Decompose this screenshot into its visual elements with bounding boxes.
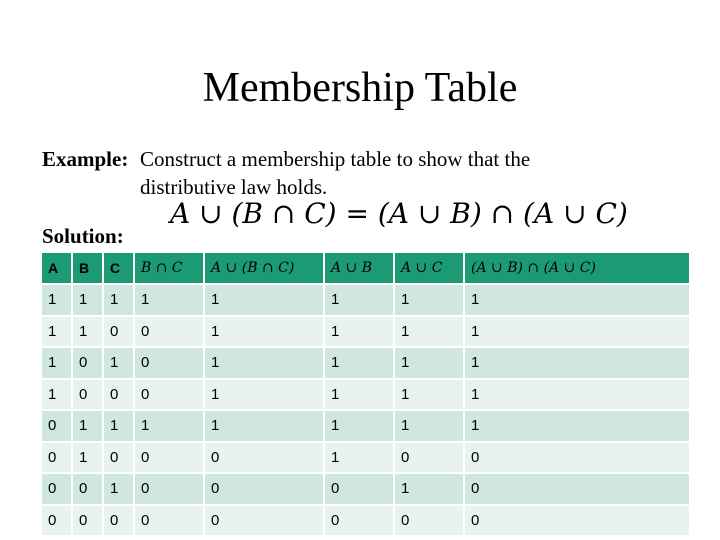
- membership-table: [40, 251, 691, 537]
- table-cell: 1: [394, 347, 464, 379]
- table-cell: 1: [464, 316, 690, 348]
- col-header-a: A: [41, 252, 72, 284]
- table-cell: 1: [41, 284, 72, 316]
- table-cell: 0: [464, 473, 690, 505]
- table-cell: 1: [394, 284, 464, 316]
- table-header-row: [41, 252, 690, 284]
- table-cell: 1: [324, 442, 394, 474]
- table-row: [41, 473, 690, 505]
- table-cell: 1: [103, 347, 134, 379]
- table-row: [41, 410, 690, 442]
- table-cell: 1: [72, 442, 103, 474]
- formula-lhs: A ∪ (B ∩ C): [170, 197, 337, 230]
- table-cell: 0: [204, 442, 324, 474]
- table-cell: 1: [72, 316, 103, 348]
- table-cell: 1: [464, 284, 690, 316]
- table-cell: 1: [41, 316, 72, 348]
- table-cell: 0: [464, 442, 690, 474]
- table-cell: 0: [72, 505, 103, 537]
- col-header-b: B: [72, 252, 103, 284]
- table-cell: 0: [103, 505, 134, 537]
- table-cell: 0: [464, 505, 690, 537]
- col-header-b-intersect-c: B ∩ C: [134, 252, 204, 284]
- table-cell: 0: [103, 442, 134, 474]
- table-row: [41, 379, 690, 411]
- solution-label: Solution:: [42, 224, 124, 248]
- table-cell: 0: [41, 505, 72, 537]
- table-cell: 0: [41, 473, 72, 505]
- table-cell: 0: [394, 505, 464, 537]
- col-header-a-union-c: A ∪ C: [394, 252, 464, 284]
- table-cell: 0: [72, 473, 103, 505]
- table-cell: 0: [134, 442, 204, 474]
- table-cell: 1: [464, 347, 690, 379]
- table-cell: 1: [72, 410, 103, 442]
- table-cell: 1: [324, 284, 394, 316]
- table-cell: 1: [103, 473, 134, 505]
- table-cell: 0: [204, 505, 324, 537]
- example-text: Construct a membership table to show that the distributive law holds.: [140, 147, 531, 199]
- table-cell: 1: [41, 379, 72, 411]
- formula-equals: =: [345, 197, 369, 230]
- table-cell: 0: [103, 316, 134, 348]
- table-cell: 1: [204, 410, 324, 442]
- table-cell: 1: [204, 347, 324, 379]
- table-row: [41, 505, 690, 537]
- table-cell: 0: [134, 505, 204, 537]
- col-header-a-union-b-intersect-c: A ∪ (B ∩ C): [204, 252, 324, 284]
- table-cell: 1: [41, 347, 72, 379]
- col-header-c: C: [103, 252, 134, 284]
- col-header-rhs: (A ∪ B) ∩ (A ∪ C): [464, 252, 690, 284]
- table-cell: 1: [464, 379, 690, 411]
- table-cell: 1: [394, 316, 464, 348]
- table-cell: 1: [394, 473, 464, 505]
- table-cell: 0: [134, 473, 204, 505]
- table-cell: 0: [134, 316, 204, 348]
- table-cell: 1: [204, 316, 324, 348]
- table-cell: 0: [134, 347, 204, 379]
- table-cell: 0: [204, 473, 324, 505]
- table-cell: 1: [394, 379, 464, 411]
- example-label: Example:: [42, 147, 129, 171]
- table-cell: 0: [41, 410, 72, 442]
- table-cell: 1: [464, 410, 690, 442]
- formula-rhs: (A ∪ B) ∩ (A ∪ C): [377, 197, 628, 230]
- distributive-law-formula: [170, 195, 628, 233]
- table-row: [41, 316, 690, 348]
- table-cell: 0: [103, 379, 134, 411]
- table-cell: 0: [134, 379, 204, 411]
- table-cell: 1: [103, 284, 134, 316]
- table-cell: 0: [41, 442, 72, 474]
- table-cell: 1: [324, 379, 394, 411]
- table-cell: 0: [324, 505, 394, 537]
- table-cell: 0: [394, 442, 464, 474]
- col-header-a-union-b: A ∪ B: [324, 252, 394, 284]
- table-row: [41, 347, 690, 379]
- table-cell: 1: [134, 410, 204, 442]
- table-cell: 1: [72, 284, 103, 316]
- table-cell: 1: [324, 410, 394, 442]
- table-cell: 1: [103, 410, 134, 442]
- table-cell: 1: [204, 284, 324, 316]
- table-cell: 1: [134, 284, 204, 316]
- slide-title: Membership Table: [202, 65, 518, 111]
- table-cell: 1: [394, 410, 464, 442]
- table-cell: 1: [324, 316, 394, 348]
- table-cell: 0: [72, 347, 103, 379]
- table-cell: 1: [324, 347, 394, 379]
- table-row: [41, 284, 690, 316]
- table-cell: 1: [204, 379, 324, 411]
- table-cell: 0: [324, 473, 394, 505]
- table-row: [41, 442, 690, 474]
- table-cell: 0: [72, 379, 103, 411]
